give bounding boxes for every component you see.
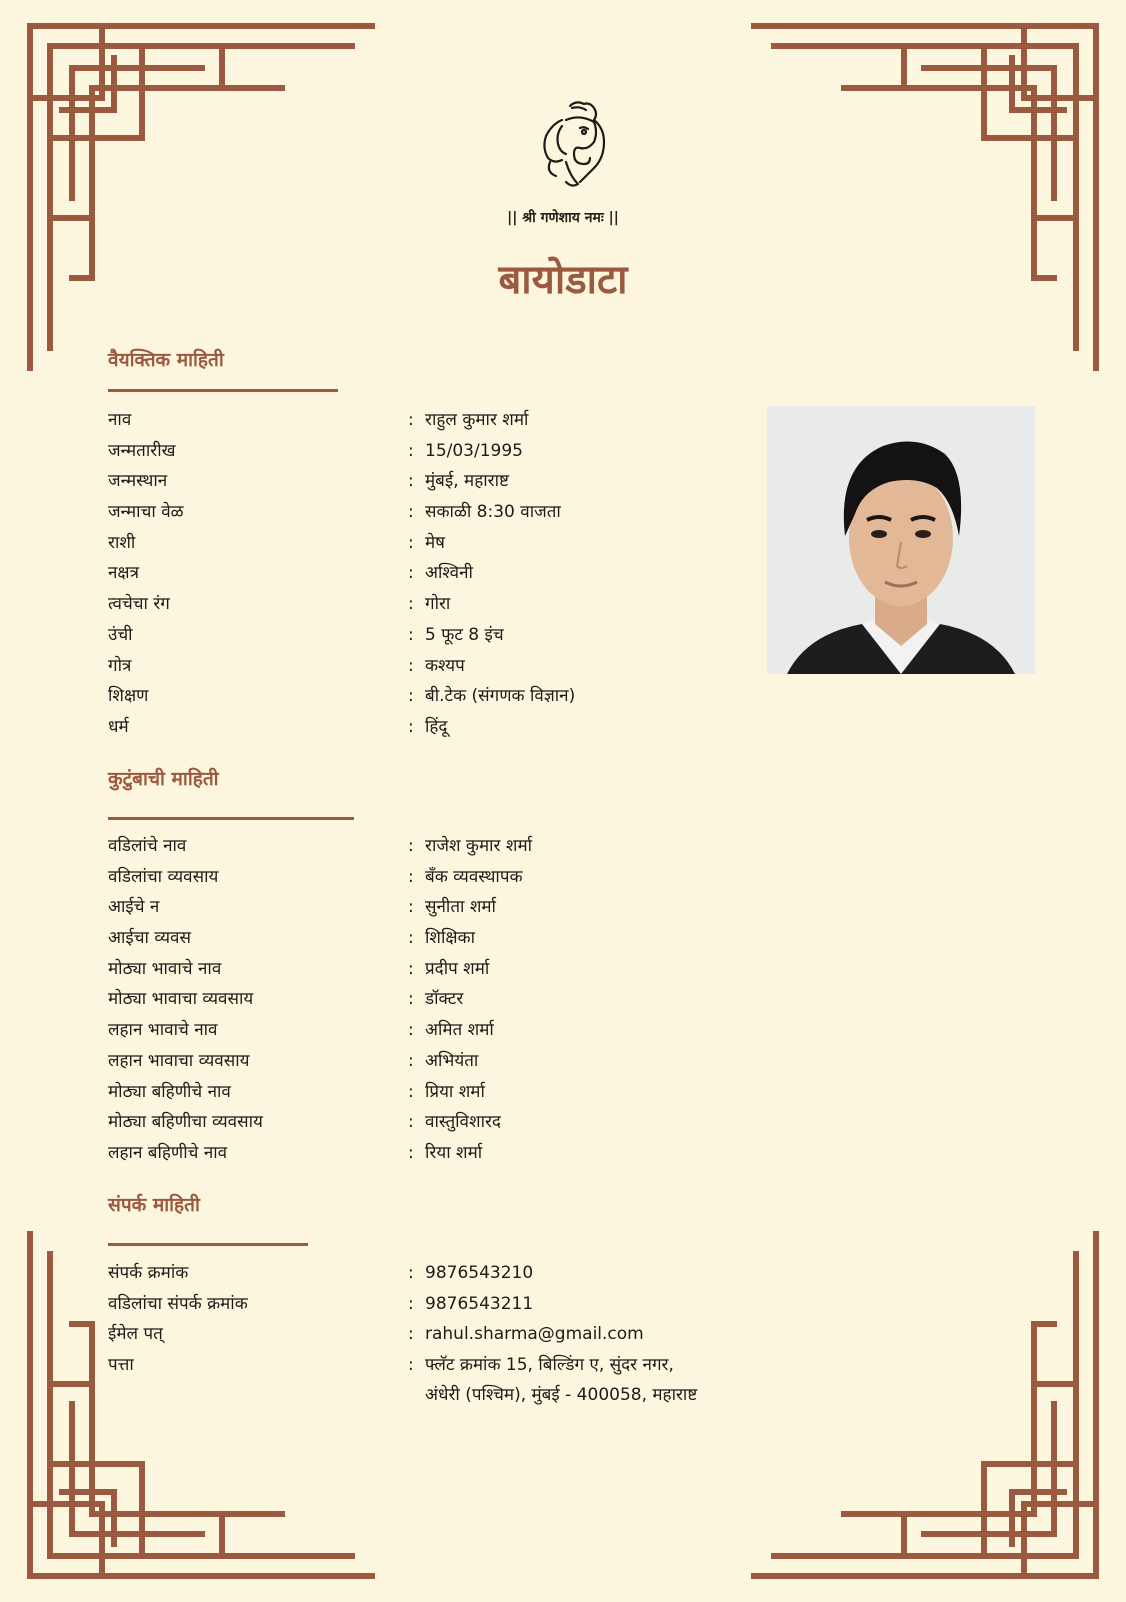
family-row-value-text: रिया शर्मा	[425, 1142, 483, 1163]
row-separator: :	[408, 866, 414, 887]
personal-row	[108, 621, 748, 652]
row-separator: :	[408, 1020, 414, 1041]
family-row	[108, 1078, 748, 1109]
corner-ornament-top-right	[744, 18, 1104, 378]
contact-row-value-text: 9876543210	[425, 1263, 534, 1283]
personal-row	[108, 437, 748, 468]
personal-section-heading: वैयक्तिक माहिती	[108, 349, 224, 371]
family-row-label: मोठ्या बहिणीचे नाव	[108, 1081, 231, 1102]
personal-row-value	[425, 469, 755, 493]
corner-ornament-bottom-right	[744, 1224, 1104, 1584]
personal-row-label: गोत्र	[108, 655, 132, 676]
page-title: बायोडाटा	[498, 257, 628, 303]
family-row-value	[425, 1049, 755, 1073]
personal-row-value	[425, 592, 755, 616]
personal-row-value-text: बी.टेक (संगणक विज्ञान)	[425, 686, 576, 707]
family-row-value	[425, 1080, 755, 1104]
row-separator: :	[408, 594, 414, 615]
family-row-value	[425, 957, 755, 981]
personal-row-label: उंची	[108, 624, 133, 645]
personal-row-value-text: मेष	[425, 532, 445, 553]
contact-info-list	[108, 1259, 748, 1406]
family-row-value	[425, 865, 755, 889]
row-separator: :	[408, 471, 414, 492]
family-row-label: आईचा व्यवस	[108, 928, 191, 949]
family-row	[108, 863, 748, 894]
contact-row-value	[425, 1261, 755, 1285]
personal-row-value	[425, 654, 755, 678]
personal-row-value-text: 5 फूट 8 इंच	[425, 624, 504, 645]
personal-row-value	[425, 439, 755, 463]
family-row-value-text: डॉक्टर	[425, 989, 464, 1010]
contact-row-value	[425, 1322, 755, 1346]
row-separator: :	[408, 1112, 414, 1133]
personal-row	[108, 590, 748, 621]
row-separator: :	[408, 716, 414, 737]
personal-row	[108, 498, 748, 529]
contact-row-value-text: rahul.sharma@gmail.com	[425, 1324, 644, 1345]
contact-row-value	[425, 1350, 755, 1410]
family-row-value-text: वास्तुविशारद	[425, 1112, 501, 1133]
personal-row-value-text: सकाळी 8:30 वाजता	[425, 502, 561, 523]
family-row	[108, 832, 748, 863]
family-row-value-text: राजेश कुमार शर्मा	[425, 836, 533, 856]
row-separator: :	[408, 1355, 414, 1376]
personal-row-label: राशी	[108, 532, 136, 553]
contact-row-value-text-line2: अंधेरी (पश्चिम), मुंबई - 400058, महाराष्ट	[425, 1385, 698, 1406]
personal-row	[108, 713, 748, 744]
row-separator: :	[408, 836, 414, 856]
family-row-value	[425, 895, 755, 919]
corner-ornament-top-left	[22, 18, 382, 378]
personal-row	[108, 559, 748, 590]
contact-row	[108, 1290, 748, 1321]
personal-row	[108, 652, 748, 683]
personal-info-list	[108, 406, 748, 744]
personal-row-value	[425, 561, 755, 585]
row-separator: :	[408, 563, 414, 584]
row-separator: :	[408, 410, 414, 430]
family-row-value	[425, 987, 755, 1011]
contact-row-value-text: 9876543211	[425, 1293, 534, 1314]
personal-row-label: जन्माचा वेळ	[108, 502, 184, 523]
ganesha-icon	[536, 98, 612, 190]
row-separator: :	[408, 686, 414, 707]
personal-row-label: जन्मतारीख	[108, 440, 176, 461]
family-row	[108, 1139, 748, 1170]
contact-row-label: पत्ता	[108, 1355, 134, 1376]
contact-row	[108, 1320, 748, 1351]
family-row-value-text: अभियंता	[425, 1050, 479, 1071]
contact-row-label: वडिलांचा संपर्क क्रमांक	[108, 1293, 248, 1314]
personal-row-value-text: अश्विनी	[425, 563, 473, 584]
contact-row	[108, 1351, 748, 1406]
row-separator: :	[408, 1324, 414, 1345]
family-row-label: वडिलांचा व्यवसाय	[108, 866, 219, 887]
contact-section-heading: संपर्क माहिती	[108, 1194, 200, 1216]
family-row-label: आईचे न	[108, 897, 160, 918]
row-separator: :	[408, 989, 414, 1010]
family-row-value-text: प्रदीप शर्मा	[425, 958, 490, 979]
personal-row-value	[425, 531, 755, 555]
family-row-value-text: अमित शर्मा	[425, 1020, 494, 1041]
family-row-label: मोठ्या भावाचा व्यवसाय	[108, 989, 254, 1010]
family-row-label: मोठ्या भावाचे नाव	[108, 958, 222, 979]
personal-row	[108, 467, 748, 498]
row-separator: :	[408, 1050, 414, 1071]
personal-row-value-text: राहुल कुमार शर्मा	[425, 410, 529, 430]
family-row-label: वडिलांचे नाव	[108, 836, 187, 856]
row-separator: :	[408, 532, 414, 553]
row-separator: :	[408, 440, 414, 461]
contact-row	[108, 1259, 748, 1290]
family-row-value-text: बँक व्यवस्थापक	[425, 866, 523, 887]
row-separator: :	[408, 928, 414, 949]
family-row	[108, 1047, 748, 1078]
contact-row-label: ईमेल पत्	[108, 1324, 163, 1345]
family-row-value-text: शिक्षिका	[425, 928, 476, 949]
family-section-rule	[108, 817, 354, 820]
personal-row-label: त्वचेचा रंग	[108, 594, 170, 615]
family-row-label: लहान बहिणीचे नाव	[108, 1142, 228, 1163]
family-row-label: लहान भावाचे नाव	[108, 1020, 218, 1041]
row-separator: :	[408, 1293, 414, 1314]
family-row	[108, 985, 748, 1016]
family-row	[108, 1016, 748, 1047]
row-separator: :	[408, 1263, 414, 1283]
personal-row-label: शिक्षण	[108, 686, 149, 707]
personal-row	[108, 406, 748, 437]
family-row	[108, 924, 748, 955]
contact-row-value	[425, 1292, 755, 1316]
row-separator: :	[408, 655, 414, 676]
family-row-value-text: प्रिया शर्मा	[425, 1081, 485, 1102]
personal-row	[108, 529, 748, 560]
family-row-label: लहान भावाचा व्यवसाय	[108, 1050, 250, 1071]
personal-row-value	[425, 408, 755, 432]
personal-row-value-text: हिंदू	[425, 716, 448, 737]
row-separator: :	[408, 1142, 414, 1163]
family-row	[108, 893, 748, 924]
personal-row-label: धर्म	[108, 716, 129, 737]
contact-row-label: संपर्क क्रमांक	[108, 1263, 189, 1283]
row-separator: :	[408, 958, 414, 979]
family-section-heading: कुटुंबाची माहिती	[108, 768, 219, 790]
personal-row-value-text: गोरा	[425, 594, 451, 615]
personal-row-label: नक्षत्र	[108, 563, 140, 584]
personal-row-label: जन्मस्थान	[108, 471, 168, 492]
contact-section-rule	[108, 1243, 308, 1246]
row-separator: :	[408, 624, 414, 645]
row-separator: :	[408, 1081, 414, 1102]
family-row-label: मोठ्या बहिणीचा व्यवसाय	[108, 1112, 263, 1133]
family-row	[108, 1108, 748, 1139]
personal-row-value	[425, 500, 755, 524]
family-row-value	[425, 926, 755, 950]
row-separator: :	[408, 897, 414, 918]
personal-row-value-text: 15/03/1995	[425, 440, 523, 461]
family-row-value-text: सुनीता शर्मा	[425, 897, 496, 918]
personal-row-value	[425, 715, 755, 739]
personal-row-label: नाव	[108, 410, 132, 430]
row-separator: :	[408, 502, 414, 523]
family-row-value	[425, 834, 755, 858]
family-row-value	[425, 1110, 755, 1134]
family-row-value	[425, 1141, 755, 1165]
personal-row-value-text: मुंबई, महाराष्ट	[425, 471, 509, 492]
personal-row-value	[425, 684, 755, 708]
mantra-text: || श्री गणेशाय नमः ||	[507, 210, 619, 226]
family-row-value	[425, 1018, 755, 1042]
contact-row-value-text: फ्लॅट क्रमांक 15, बिल्डिंग ए, सुंदर नगर,	[425, 1355, 674, 1376]
family-info-list	[108, 832, 748, 1170]
profile-photo	[767, 406, 1035, 674]
personal-row-value-text: कश्यप	[425, 655, 465, 676]
personal-row-value	[425, 623, 755, 647]
personal-section-rule	[108, 389, 338, 392]
personal-row	[108, 682, 748, 713]
family-row	[108, 955, 748, 986]
